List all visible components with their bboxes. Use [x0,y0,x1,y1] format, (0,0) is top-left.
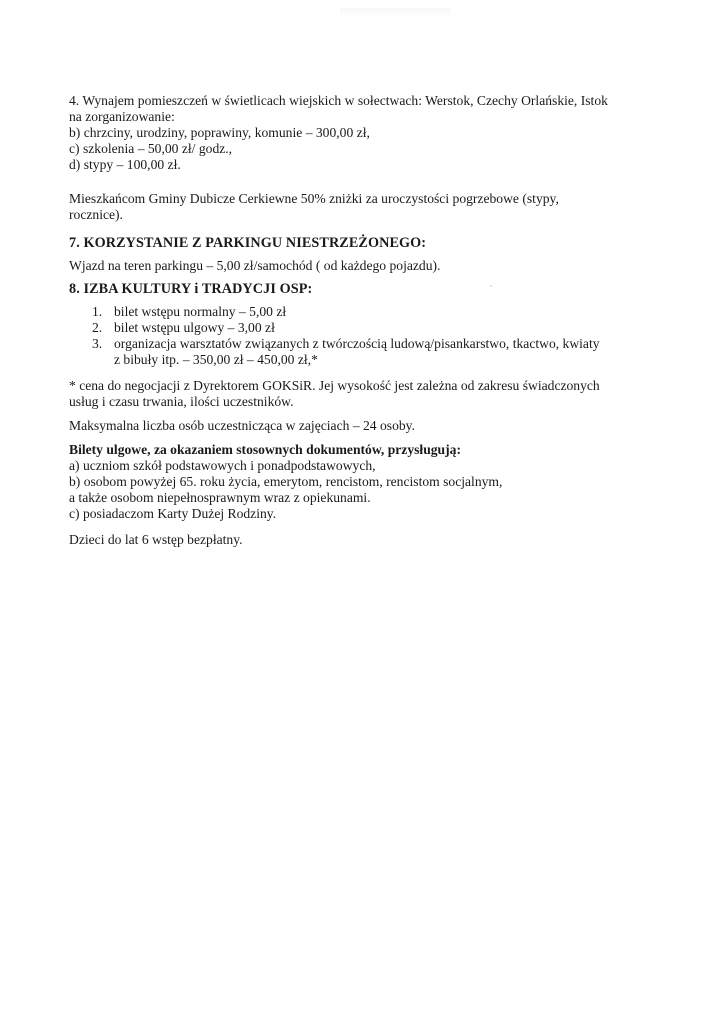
section-4 [69,93,669,173]
price-list-item [69,320,669,336]
list-number: 3. [92,336,103,351]
price-list-item [69,336,669,368]
section-7-heading: 7. KORZYSTANIE Z PARKINGU NIESTRZEŻONEGO: [69,235,427,251]
discount-block [69,442,669,522]
price-footnote [69,378,669,410]
discount-item-a: a) uczniom szkół podstawowych i ponadpodstawowych, [69,458,376,473]
section-4-intro-line-1: 4. Wynajem pomieszczeń w świetlicach wiejskich w sołectwach: Werstok, Czechy Orlańskie, Istok [69,93,608,108]
scan-shadow [340,8,450,18]
discount-item-b: b) osobom powyżej 65. roku życia, emerytom, rencistom, rencistom socjalnym, [69,474,503,489]
price-footnote-line-1: * cena do negocjacji z Dyrektorem GOKSiR. Jej wysokość jest zależna od zakresu świadczonych [69,378,600,393]
discount-item-b-continued: a także osobom niepełnosprawnym wraz z opiekunami. [69,490,371,505]
document-body [69,93,669,548]
section-8-price-list [69,304,669,368]
list-number: 2. [92,320,103,335]
section-8-heading: 8. IZBA KULTURY i TRADYCJI OSP: [69,281,313,297]
section-4-intro-line-2: na zorganizowanie: [69,109,175,124]
price-list-item [69,304,669,320]
list-item-text-continued: z bibuły itp. – 350,00 zł – 450,00 zł,* [114,352,318,367]
free-entry-note: Dzieci do lat 6 wstęp bezpłatny. [69,532,243,547]
section-4-note-line-2: rocznice). [69,207,123,222]
section-4-item-b: b) chrzciny, urodziny, poprawiny, komunie – 300,00 zł, [69,125,370,140]
section-4-note [69,191,669,223]
section-7-parking-fee: Wjazd na teren parkingu – 5,00 zł/samochód ( od każdego pojazdu). [69,258,441,273]
list-item-text: bilet wstępu ulgowy – 3,00 zł [114,320,275,335]
price-footnote-line-2: usług i czasu trwania, ilości uczestników. [69,394,294,409]
section-4-item-c: c) szkolenia – 50,00 zł/ godz., [69,141,233,156]
list-number: 1. [92,304,103,319]
section-4-item-d: d) stypy – 100,00 zł. [69,157,181,172]
max-participants: Maksymalna liczba osób uczestnicząca w zajęciach – 24 osoby. [69,418,415,433]
section-4-note-line-1: Mieszkańcom Gminy Dubicze Cerkiewne 50% zniżki za uroczystości pogrzebowe (stypy, [69,191,559,206]
discount-heading: Bilety ulgowe, za okazaniem stosownych dokumentów, przysługują: [69,442,461,457]
list-item-text: bilet wstępu normalny – 5,00 zł [114,304,287,319]
discount-item-c: c) posiadaczom Karty Dużej Rodziny. [69,506,277,521]
list-item-text: organizacja warsztatów związanych z twórczością ludową/pisankarstwo, tkactwo, kwiaty [114,336,600,351]
